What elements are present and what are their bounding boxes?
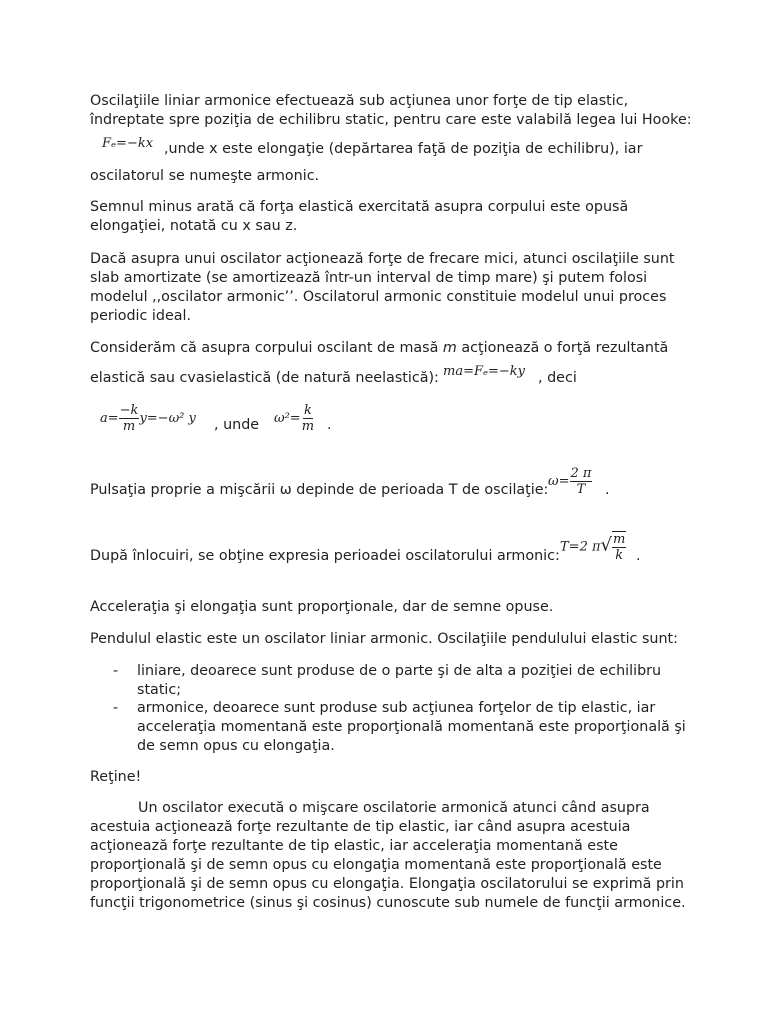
text-line: armonice, deoarece sunt produse sub acţiunea forţelor de tip elastic, iar	[137, 700, 656, 716]
list-item	[137, 699, 697, 756]
text-line: , unde	[214, 417, 260, 433]
text-line: funcţii trigonometrice (sinus şi cosinus) cunoscute sub numele de funcţii armonice.	[90, 895, 686, 911]
formula-acceleration: a= $\frac{-k}{m}$ y=−ω² y	[100, 403, 196, 434]
text-line: elongaţiei, notată cu x sau z.	[90, 218, 298, 234]
paragraph-minus-sign	[90, 198, 690, 236]
text-line: oscilatorul se numeşte armonic.	[90, 168, 320, 184]
text-line: ,unde x este elongaţie (depărtarea faţă de poziţia de echilibru), iar	[164, 141, 643, 157]
text-line: de semn opus cu elongaţia.	[137, 738, 335, 754]
paragraph-damping	[90, 250, 690, 326]
paragraph-summary	[90, 799, 710, 913]
text-line: acţionează forţe rezultante de tip elastic, iar acceleraţia momentană este	[90, 838, 618, 854]
list-bullet: -	[113, 700, 119, 716]
text-line: elastică sau cvasielastică (de natură neelastică):	[90, 370, 439, 386]
formula-newton: ma=Fₑ=−ky	[443, 364, 526, 379]
paragraph-hooke	[90, 92, 690, 130]
formula-period: T=2 π√ $\frac{m}{k}$	[560, 532, 626, 563]
text-line: Pendulul elastic este un oscilator liniar armonic. Oscilaţiile pendulului elastic sunt:	[90, 631, 678, 647]
retine-heading: Reţine!	[90, 769, 142, 785]
text-line: , deci	[538, 370, 577, 386]
text-line: Considerăm că asupra corpului oscilant de masă m acţionează o forţă rezultantă	[90, 340, 669, 356]
text-line: .	[605, 482, 610, 498]
text-line: periodic ideal.	[90, 308, 192, 324]
formula-omega-squared: ω²= $\frac{k}{m}$	[274, 403, 315, 434]
text-line: liniare, deoarece sunt produse de o parte şi de alta a poziţiei de echilibru	[137, 663, 662, 679]
text-line: Oscilaţiile liniar armonice efectuează sub acţiunea unor forţe de tip elastic,	[90, 93, 629, 109]
text-line: .	[327, 417, 332, 433]
text-line: .	[636, 548, 641, 564]
text-line: îndreptate spre poziţia de echilibru static, pentru care este valabilă legea lui Hooke:	[90, 112, 692, 128]
text-line: acestuia acţionează forţe rezultante de tip elastic, iar când asupra acestuia	[90, 819, 631, 835]
text-line: Un oscilator execută o mişcare oscilatorie armonică atunci când asupra	[138, 800, 650, 816]
text-line: proporţională şi de semn opus cu elongaţia. Elongaţia oscilatorului se exprimă prin	[90, 876, 684, 892]
text-line: slab amortizate (se amortizează într-un interval de timp mare) şi putem folosi	[90, 270, 648, 286]
text-line: modelul ,,oscilator armonic’’. Oscilatorul armonic constituie modelul unui proces	[90, 289, 667, 305]
text-line: Pulsaţia proprie a mişcării ω depinde de perioada T de oscilaţie:	[90, 482, 549, 498]
text-line: static;	[137, 682, 182, 698]
text-line: acceleraţia momentană este proporţională momentană este proporţională şi	[137, 719, 686, 735]
text-line: Dacă asupra unui oscilator acţionează forţe de frecare mici, atunci oscilaţiile sunt	[90, 251, 675, 267]
formula-hooke: Fₑ=−kx	[102, 136, 154, 151]
formula-pulsation: ω= $\frac{2 \pi}{T}$	[548, 466, 592, 497]
list-item	[137, 662, 697, 700]
list-bullet: -	[113, 663, 119, 679]
text-line: După înlocuiri, se obţine expresia perioadei oscilatorului armonic:	[90, 548, 560, 564]
text-line: proporţională şi de semn opus cu elongaţia momentană este proporţională este	[90, 857, 662, 873]
sqrt-sign: √	[600, 534, 612, 556]
text-line: Acceleraţia şi elongaţia sunt proporţionale, dar de semne opuse.	[90, 599, 554, 615]
text-line: Semnul minus arată că forţa elastică exercitată asupra corpului este opusă	[90, 199, 629, 215]
